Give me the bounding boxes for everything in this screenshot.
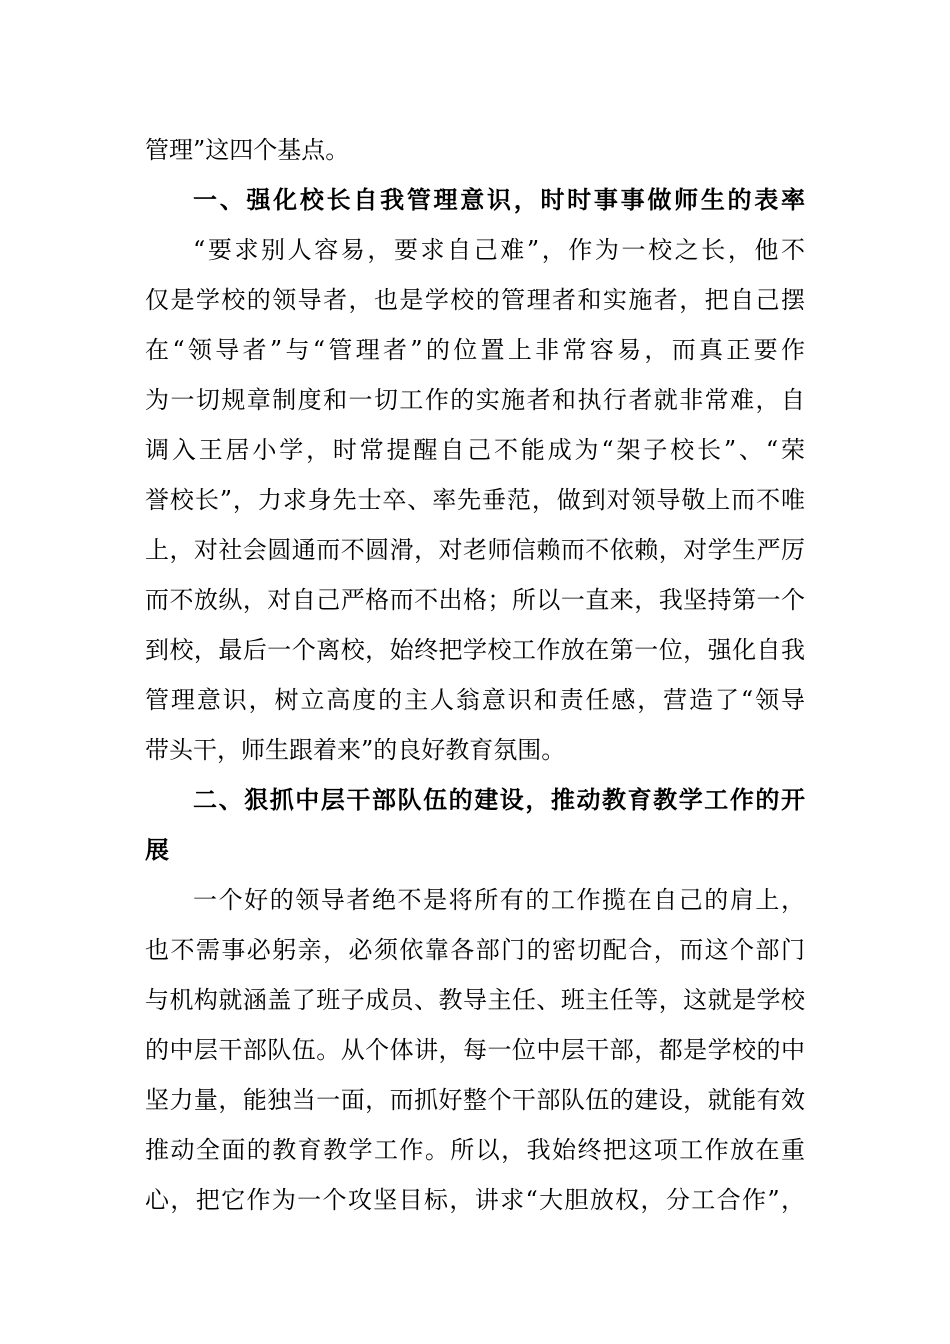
text-line: 誉校长”，力求身先士卒、率先垂范，做到对领导敬上而不唯 [145, 486, 805, 514]
text-line: 而不放纵，对自己严格而不出格；所以一直来，我坚持第一个 [145, 586, 805, 614]
text-line: 在“领导者”与“管理者”的位置上非常容易，而真正要作 [145, 336, 805, 364]
text-line: 推动全面的教育教学工作。所以，我始终把这项工作放在重 [145, 1136, 805, 1164]
text-line: 也不需事必躬亲，必须依靠各部门的密切配合，而这个部门 [145, 936, 805, 964]
text-line: 管理”这四个基点。 [145, 136, 350, 164]
text-line: 带头干，师生跟着来”的良好教育氛围。 [145, 736, 566, 764]
text-line: 一个好的领导者绝不是将所有的工作揽在自己的肩上， [193, 886, 805, 914]
text-line: 与机构就涵盖了班子成员、教导主任、班主任等，这就是学校 [145, 986, 805, 1014]
text-line: 仅是学校的领导者，也是学校的管理者和实施者，把自己摆 [145, 286, 805, 314]
text-line: 坚力量，能独当一面，而抓好整个干部队伍的建设，就能有效 [145, 1086, 805, 1114]
text-line: 到校，最后一个离校，始终把学校工作放在第一位，强化自我 [145, 636, 805, 664]
section-heading-2: 二、狠抓中层干部队伍的建设，推动教育教学工作的开 [193, 786, 805, 814]
text-line: 的中层干部队伍。从个体讲，每一位中层干部，都是学校的中 [145, 1036, 805, 1064]
text-line: 管理意识，树立高度的主人翁意识和责任感，营造了“领导 [145, 686, 805, 714]
text-line: 调入王居小学，时常提醒自己不能成为“架子校长”、“荣 [145, 436, 805, 464]
section-heading-2-continued: 展 [145, 836, 169, 864]
text-line: “要求别人容易，要求自己难”，作为一校之长，他不 [193, 236, 805, 264]
text-line: 上，对社会圆通而不圆滑，对老师信赖而不依赖，对学生严厉 [145, 536, 805, 564]
text-line: 为一切规章制度和一切工作的实施者和执行者就非常难，自 [145, 386, 805, 414]
text-line: 心，把它作为一个攻坚目标，讲求“大胆放权，分工合作”， [145, 1186, 805, 1214]
section-heading-1: 一、强化校长自我管理意识，时时事事做师生的表率 [193, 186, 805, 214]
